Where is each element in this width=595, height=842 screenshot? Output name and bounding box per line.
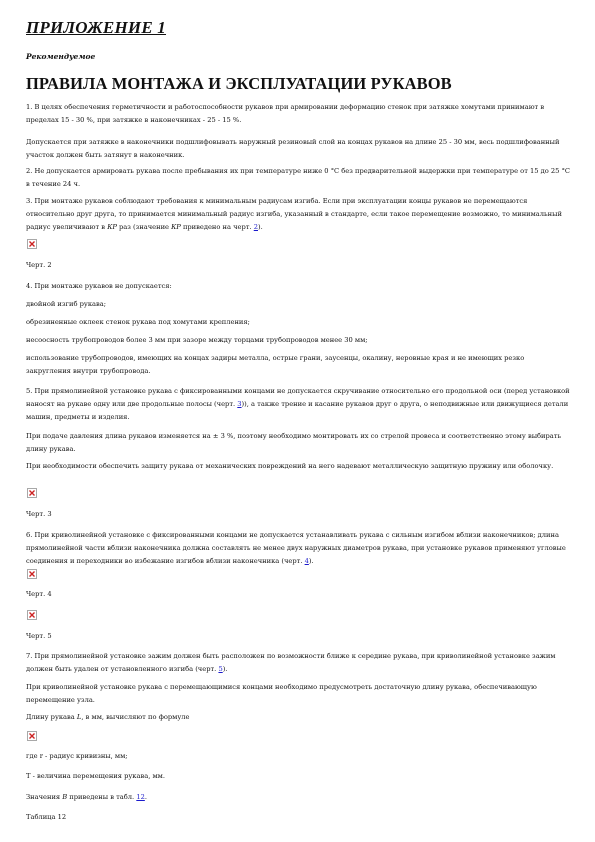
text-span: , в мм, вычисляют по формуле [81, 713, 190, 721]
text-span: Длину рукава [26, 713, 77, 721]
text-span: 7. При прямолинейной установке зажим должен быть расположен по возможности ближе к середине рукава, при криволинейной установке зажим должен быть удален от установленного изгиба (черт. [26, 652, 556, 673]
text-span: )), а также трение и касание рукавов друг о друга, о неподвижные или движущиеся детали машин, предметы и изделия. [26, 400, 569, 421]
figure-4-link[interactable]: 4 [304, 557, 309, 565]
text-span: ). [258, 223, 263, 231]
text-span: приведено на черт. [180, 223, 254, 231]
text-span: Значения [26, 793, 63, 801]
paragraph-14 [26, 650, 571, 676]
paragraph-19 [26, 791, 571, 804]
figure-3-link[interactable]: 3 [237, 400, 242, 408]
text-span: ). [308, 557, 314, 565]
broken-image-icon [27, 731, 37, 741]
kr-symbol: КР [171, 223, 181, 231]
paragraph-7: обрезиненные оклеек стенок рукава под хомутами крепления; [26, 318, 250, 326]
broken-image-icon [27, 569, 37, 579]
figure-3-caption: Черт. 3 [26, 510, 52, 518]
recommended-label: Рекомендуемое [26, 52, 96, 61]
paragraph-18: T - величина перемещения рукава, мм. [26, 772, 166, 780]
figure-5-caption: Черт. 5 [26, 632, 52, 640]
paragraph-6: двойной изгиб рукава; [26, 300, 107, 308]
text-span: 5. При прямолинейной установке рукава с фиксированными концами не допускается скручивание относительно его продольной оси (перед установкой наносят на рукаве одну или две продольные полосы (черт. [26, 387, 570, 408]
figure-4-caption: Черт. 4 [26, 590, 52, 598]
paragraph-15: При криволинейной установке рукава с перемещающимися концами необходимо предусмотреть достаточную длину рукава, обеспечивающую перемещение узла. [26, 683, 537, 704]
main-title: ПРАВИЛА МОНТАЖА И ЭКСПЛУАТАЦИИ РУКАВОВ [26, 74, 452, 93]
figure-2-link[interactable]: 2 [253, 223, 258, 231]
broken-image-icon [27, 239, 37, 249]
paragraph-5: 4. При монтаже рукавов не допускается: [26, 282, 172, 290]
paragraph-3: 2. Не допускается армировать рукава после пребывания их при температуре ниже 0 °С без предварительной выдержки при температуре от 15 до 25 °С в течение 24 ч. [26, 167, 571, 188]
paragraph-11: При подаче давления длина рукавов изменяется на ± 3 %, поэтому необходимо монтировать их со стрелой провеса и соответственно этому выбирать длину рукава. [26, 432, 562, 453]
text-span: раз (значение [116, 223, 172, 231]
paragraph-8: несоосность трубопроводов более 3 мм при зазоре между торцами трубопроводов менее 30 мм; [26, 336, 368, 344]
text-span: 3. При монтаже рукавов соблюдают требования к минимальным радиусам изгиба. Если при эксплуатации концы рукавов не перемещаются относительно друг друга, то принимается минимальный радиус изгиба, указанный в стандарте, если такое перемещение возможно, то минимальный радиус увеличивают в [26, 197, 562, 231]
figure-5-link[interactable]: 5 [218, 665, 223, 673]
paragraph-13 [26, 529, 571, 568]
paragraph-12: При необходимости обеспечить защиту рукава от механических повреждений на него надевают металлическую защитную пружину или оболочку. [26, 462, 554, 470]
table-12-link[interactable]: 12 [136, 793, 145, 801]
text-span: 6. При криволинейной установке с фиксированными концами не допускается устанавливать рукава с сильным изгибом вблизи наконечников; длина прямолинейной части вблизи наконечника должна составлять не менее двух наружных диаметров рукава, при установке рукавов применяют угловые соединения и переходники во избежание изгибов вблизи наконечника (черт. [26, 531, 566, 565]
paragraph-16 [26, 711, 571, 724]
broken-image-icon [27, 488, 37, 498]
paragraph-1: 1. В целях обеспечения герметичности и работоспособности рукавов при армировании деформацию стенок при затяжке хомутами принимают в пределах 15 - 30 %, при затяжке в наконечниках - 25 - 15 %. [26, 103, 545, 124]
paragraph-17: где r - радиус кривизны, мм; [26, 752, 128, 760]
table-12-caption: Таблица 12 [26, 813, 67, 821]
broken-image-icon [27, 610, 37, 620]
b-symbol: B [62, 793, 68, 801]
paragraph-9: использование трубопроводов, имеющих на концах задиры металла, острые грани, заусенцы, окалину, неровные края и не имеющих резко закругления внутри трубопровода. [26, 354, 525, 375]
text-span: ). [222, 665, 228, 673]
paragraph-4 [26, 195, 571, 234]
length-symbol: L [76, 713, 82, 721]
paragraph-10 [26, 385, 571, 424]
kr-symbol: КР [107, 223, 117, 231]
paragraph-2: Допускается при затяжке в наконечники подшлифовывать наружный резиновый слой на концах рукавов на длине 25 - 30 мм, весь подшлифованный участок должен быть затянут в наконечник. [26, 138, 560, 159]
text-span: . [144, 793, 147, 801]
figure-2-caption: Черт. 2 [26, 261, 52, 269]
appendix-title: ПРИЛОЖЕНИЕ 1 [26, 18, 167, 37]
text-span: приведены в табл. [67, 793, 137, 801]
